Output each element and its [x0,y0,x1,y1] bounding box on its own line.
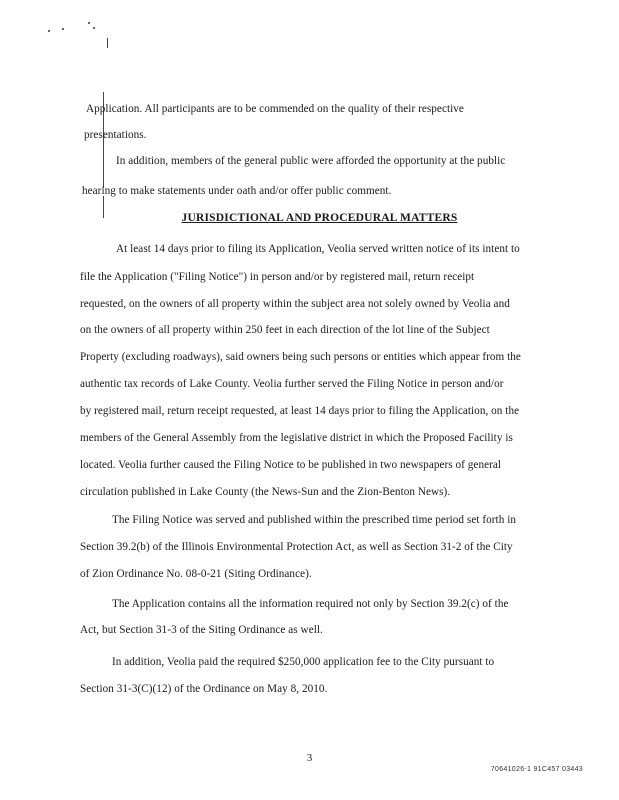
section-heading: JURISDICTIONAL AND PROCEDURAL MATTERS [181,212,458,224]
text-line: authentic tax records of Lake County. Veolia further served the Filing Notice in person and/or [80,378,504,390]
text-line: by registered mail, return receipt requested, at least 14 days prior to filing the Application, on the [80,405,520,417]
scan-speck [88,22,90,24]
text-line: In addition, Veolia paid the required $250,000 application fee to the City pursuant to [112,656,495,668]
text-line: hearing to make statements under oath and/or offer public comment. [82,185,392,197]
text-line: At least 14 days prior to filing its Application, Veolia served written notice of its intent to [116,243,520,255]
scan-mark [107,38,108,48]
page-number: 3 [306,752,313,764]
text-line: requested, on the owners of all property within the subject area not solely owned by Veolia and [80,298,510,310]
text-line: Section 31-3(C)(12) of the Ordinance on May 8, 2010. [80,683,328,695]
scan-speck [93,27,95,29]
text-line: members of the General Assembly from the legislative district in which the Proposed Facility is [80,432,513,444]
text-line: of Zion Ordinance No. 08-0-21 (Siting Ordinance). [80,568,312,580]
scan-speck [62,28,64,30]
text-line: Property (excluding roadways), said owners being such persons or entities which appear from the [80,351,521,363]
document-id: 70641026-1 91C457 03443 [490,766,583,773]
text-line: located. Veolia further caused the Filing Notice to be published in two newspapers of general [80,459,502,471]
text-line: circulation published in Lake County (the News-Sun and the Zion-Benton News). [80,486,451,498]
text-line: file the Application ("Filing Notice") in person and/or by registered mail, return receipt [80,271,475,283]
text-line: Application. All participants are to be commended on the quality of their respective [86,103,464,115]
text-line: The Application contains all the information required not only by Section 39.2(c) of the [112,598,509,610]
scan-speck [48,30,50,32]
text-line: Act, but Section 31-3 of the Siting Ordinance as well. [80,624,323,636]
text-line: In addition, members of the general public were afforded the opportunity at the public [116,155,506,167]
text-line: on the owners of all property within 250 feet in each direction of the lot line of the Subject [80,324,490,336]
text-line: presentations. [84,129,147,141]
text-line: The Filing Notice was served and published within the prescribed time period set forth in [112,514,516,526]
text-line: Section 39.2(b) of the Illinois Environmental Protection Act, as well as Section 31-2 of the City [80,541,513,553]
